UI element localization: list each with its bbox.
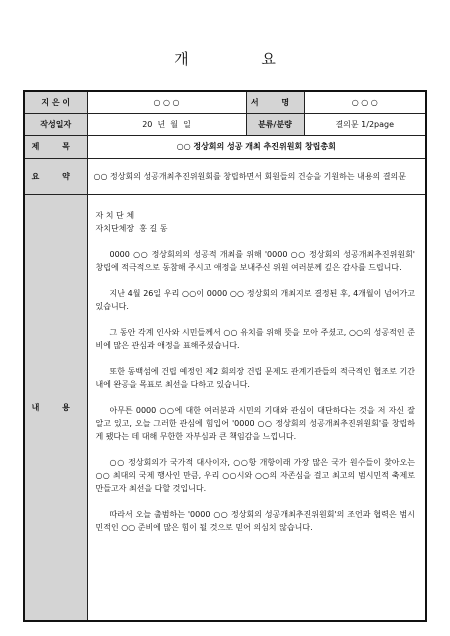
content-label-text: 내 용 [31,402,80,412]
category-label: 분류/분량 [246,113,304,135]
subject-row [24,135,426,158]
subject-label-text: 제 목 [31,142,80,151]
author-label: 지 은 이 [24,91,87,113]
date-value: 20 년 월 일 [87,113,246,135]
content-paragraph: 따라서 오늘 출범하는 '0000 ○○ 정상회의 성공개최추진위원회'의 조언과 협력은 범시민적인 ○○ 준비에 많은 힘이 될 것으로 믿어 의심치 않습니다. [95,509,415,532]
content-body [87,194,426,621]
author-value: ○ ○ ○ [87,91,246,113]
page-title: 개 요 [174,50,310,68]
content-paragraph: 0000 ○○ 정상회의의 성공적 개최를 위해 '0000 ○○ 정상회의 성공개최추진위원회' 창립에 적극적으로 동참해 주시고 애정을 보내주신 위원 여러분께 깊은 감사를 드립니다. [95,249,415,272]
subject-value: ○○ 정상회의 성공 개최 추진위원회 창립총회 [87,135,426,158]
content-paragraph: 아무튼 0000 ○○에 대한 여러분과 시민의 기대와 관심이 대단하다는 것을 저 자신 잘 알고 있고, 오늘 그러한 관심에 힘입어 '0000 ○○ 정상회의 성공개최추진위원회'를 창립하게 됐다는 데 대해 무한한 자부심과 큰 책임감을 느낍니다. [95,405,415,441]
summary-value: ○○ 정상회의 성공개최추진위원회를 창립하면서 회원들의 건승을 기원하는 내용의 결의문 [87,158,426,194]
book-name-label [246,91,304,113]
summary-label-text: 요 약 [31,171,80,181]
content-paragraph: 지난 4월 26일 우리 ○○이 0000 ○○ 정상회의 개최지로 결정된 후, 4개월이 넘어가고 있습니다. [95,288,415,311]
content-paragraph: 그 동안 각계 인사와 시민들께서 ○○ 유치를 위해 뜻을 모아 주셨고, ○○의 성공적인 준비에 많은 관심과 애정을 표해주셨습니다. [95,327,415,350]
content-paragraph: 또한 동백섬에 건립 예정인 제2 회의장 건립 문제도 관계기관들의 적극적인 협조로 기간 내에 완공을 목표로 최선을 다하고 있습니다. [95,366,415,389]
date-row [24,113,426,135]
date-label: 작성일자 [24,113,87,135]
summary-label [24,158,87,194]
content-paragraph: ○○ 정상회의가 국가적 대사이자, ○○항 개항이래 가장 많은 국가 원수들이 찾아오는 ○○ 최대의 국제 행사인 만큼, 우리 ○○시와 ○○의 자존심을 걸고 최고의 범시민적 축제로 만들고자 최선을 다할 것입니다. [95,457,415,493]
book-name-value: ○ ○ ○ [304,91,426,113]
category-value: 결의문 1/2page [304,113,426,135]
greeting-line-1: 자 치 단 체 [95,210,135,220]
subject-label [24,135,87,158]
book-name-label-text: 서 명 [250,97,300,107]
content-label [24,194,87,621]
greeting-line-2: 자치단체장 홍 길 동 [95,223,168,233]
author-row [24,91,426,113]
summary-form-table [23,90,427,622]
summary-row [24,158,426,194]
content-row [24,194,426,621]
